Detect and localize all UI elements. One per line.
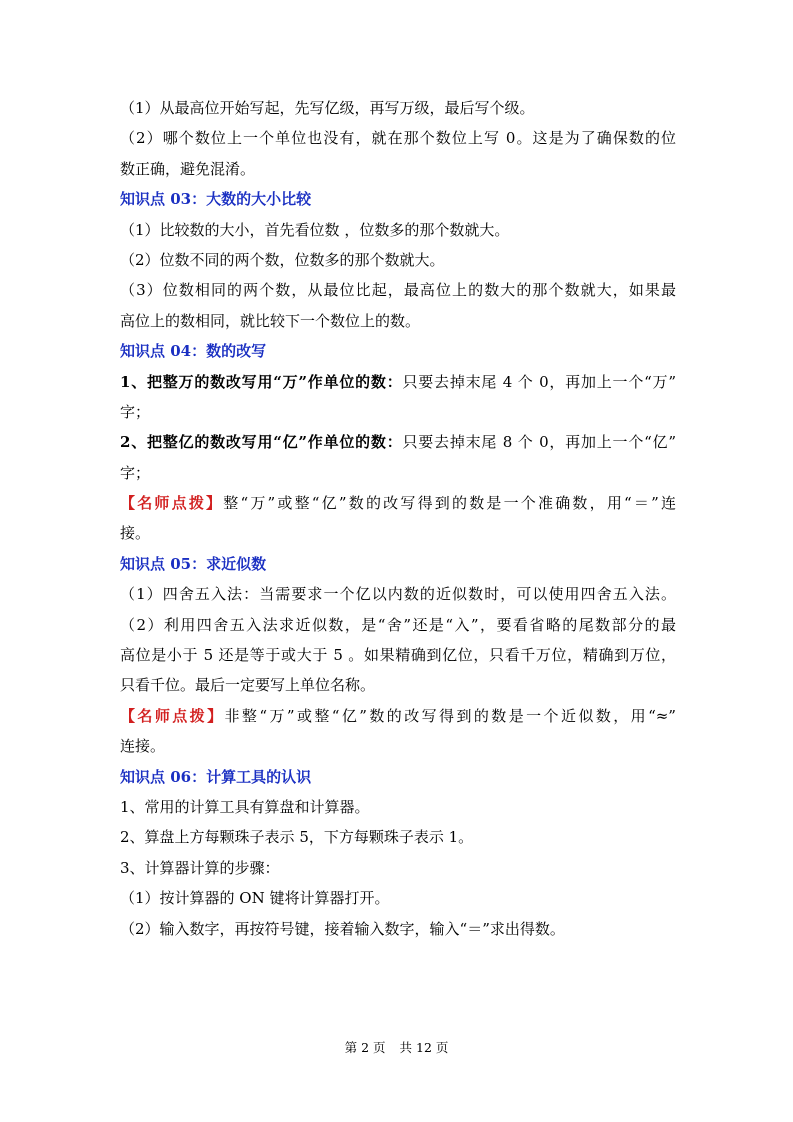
- paragraph-line: 字；: [120, 402, 151, 421]
- paragraph-line: [120, 427, 676, 457]
- paragraph-line: 高位上的数相同，就比较下一个数位上的数。: [120, 311, 421, 330]
- paragraph-line: 字；: [120, 463, 151, 482]
- document-body: [120, 93, 676, 944]
- section-heading-03: 知识点 03：大数的大小比较: [120, 190, 312, 209]
- paragraph-line: （3）位数相同的两个数，从最位比起，最高位上的数大的那个数就大，如果最: [120, 281, 676, 300]
- paragraph-line: （1）从最高位开始写起，先写亿级，再写万级，最后写个级。: [120, 99, 535, 117]
- rule-text: 只要去掉末尾 8 个 0，再加上一个“亿”: [402, 433, 676, 452]
- paragraph-line: （1）按计算器的 ON 键将计算器打开。: [120, 889, 390, 908]
- paragraph-line: （2）位数不同的两个数，位数多的那个数就大。: [120, 250, 445, 269]
- page-footer: [0, 1038, 793, 1056]
- paragraph-line: （1）比较数的大小，首先看位数 ，位数多的那个数就大。: [120, 220, 510, 239]
- rule-title: 2、把整亿的数改写用“亿”作单位的数：: [120, 433, 403, 452]
- paragraph-line: （2）哪个数位上一个单位也没有，就在那个数位上写 0。这是为了确保数的位: [120, 129, 676, 148]
- paragraph-line: 2、算盘上方每颗珠子表示 5，下方每颗珠子表示 1。: [120, 828, 474, 847]
- rule-title: 1、把整万的数改写用“万”作单位的数：: [120, 372, 403, 391]
- tip-text: 非整“万”或整“亿”数的改写得到的数是一个近似数，用“≈”: [224, 706, 676, 725]
- tip-text: 整“万”或整“亿”数的改写得到的数是一个准确数，用“＝”连: [223, 494, 676, 513]
- tip-tag: 【名师点拨】: [120, 494, 224, 513]
- paragraph-line: 高位是小于 5 还是等于或大于 5 。如果精确到亿位，只看千万位，精确到万位，: [120, 646, 676, 665]
- rule-text: 只要去掉末尾 4 个 0，再加上一个“万”: [402, 372, 676, 391]
- section-heading-04: 知识点 04：数的改写: [120, 342, 267, 361]
- paragraph-line: （2）输入数字，再按符号键，接着输入数字，输入“＝”求出得数。: [120, 919, 565, 938]
- page-number: 第 2 页: [344, 1040, 386, 1055]
- paragraph-line: 接。: [120, 524, 151, 543]
- paragraph-line: 连接。: [120, 737, 166, 756]
- section-heading-05: 知识点 05：求近似数: [120, 554, 267, 573]
- tip-line: [120, 701, 676, 731]
- section-heading-06: 知识点 06：计算工具的认识: [120, 767, 312, 786]
- paragraph-line: 3、计算器计算的步骤：: [120, 858, 280, 877]
- tip-line: [120, 488, 676, 518]
- tip-tag: 【名师点拨】: [120, 706, 225, 725]
- paragraph-line: [120, 367, 676, 397]
- paragraph-line: （2）利用四舍五入法求近似数，是“舍”还是“入”，要看省略的尾数部分的最: [120, 615, 676, 634]
- paragraph-line: 只看千位。最后一定要写上单位名称。: [120, 676, 376, 695]
- page-total: 共 12 页: [399, 1040, 449, 1055]
- paragraph-line: （1）四舍五入法：当需要求一个亿以内数的近似数时，可以使用四舍五入法。: [120, 585, 676, 604]
- paragraph-line: 数正确，避免混淆。: [120, 159, 256, 178]
- paragraph-line: 1、常用的计算工具有算盘和计算器。: [120, 797, 370, 816]
